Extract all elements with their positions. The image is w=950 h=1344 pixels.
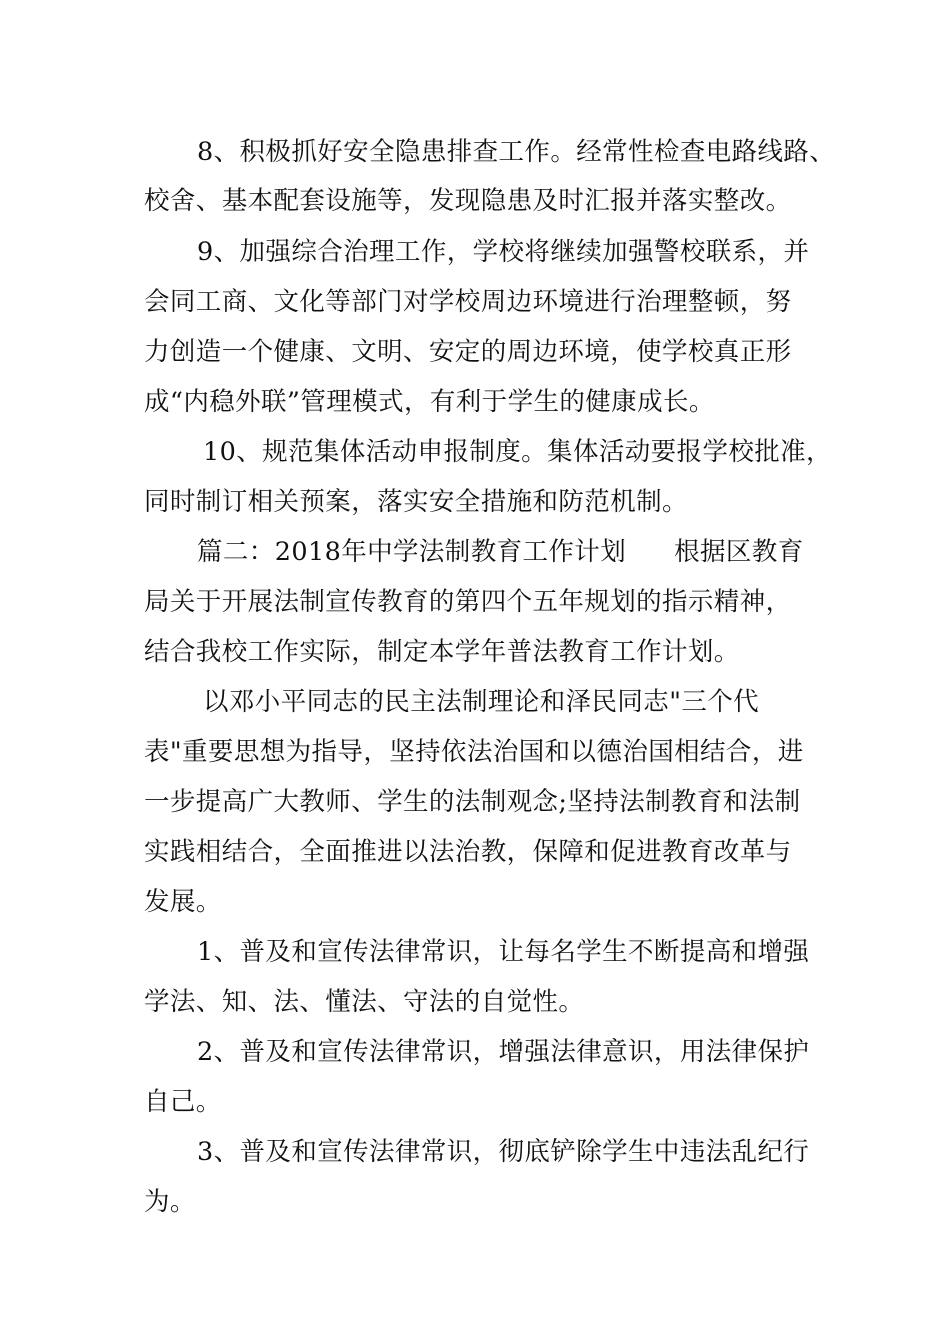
text-line: 实践相结合，全面推进以法治教，保障和促进教育改革与 <box>144 837 792 867</box>
text-line: 自己。 <box>144 1087 222 1117</box>
text-line: 校舍、基本配套设施等，发现隐患及时汇报并落实整改。 <box>144 186 792 216</box>
text-line: 8、积极抓好安全隐患排查工作。经常性检查电路线路、 <box>197 137 836 167</box>
text-line: 一步提高广大教师、学生的法制观念;坚持法制教育和法制 <box>144 787 801 817</box>
text-line: 局关于开展法制宣传教育的第四个五年规划的指示精神， <box>144 587 792 617</box>
text-line: 会同工商、文化等部门对学校周边环境进行治理整顿，努 <box>144 287 792 317</box>
text-line: 表"重要思想为指导，坚持依法治国和以德治国相结合，进 <box>144 737 804 767</box>
text-line: 1、普及和宣传法律常识，让每名学生不断提高和增强 <box>197 937 810 967</box>
text-line: 为。 <box>144 1187 196 1217</box>
text-line: 发展。 <box>144 887 222 917</box>
text-line: 3、普及和宣传法律常识，彻底铲除学生中违法乱纪行 <box>197 1137 810 1167</box>
text-line: 同时制订相关预案，落实安全措施和防范机制。 <box>144 487 688 517</box>
text-line: 力创造一个健康、文明、安定的周边环境，使学校真正形 <box>144 337 792 367</box>
text-line: 成“内稳外联”管理模式，有利于学生的健康成长。 <box>144 387 715 417</box>
text-line: 结合我校工作实际，制定本学年普法教育工作计划。 <box>144 637 740 667</box>
text-line-continuation: 根据区教育 <box>674 537 804 567</box>
section-title: 篇二：2018年中学法制教育工作计划 <box>197 537 627 567</box>
section-heading-line <box>197 536 877 568</box>
text-line: 学法、知、法、懂法、守法的自觉性。 <box>144 987 585 1017</box>
text-line: 9、加强综合治理工作，学校将继续加强警校联系，并 <box>197 237 810 267</box>
text-line: 10、规范集体活动申报制度。集体活动要报学校批准， <box>203 437 832 467</box>
text-line: 以邓小平同志的民主法制理论和泽民同志"三个代 <box>203 687 760 717</box>
text-line: 2、普及和宣传法律常识，增强法律意识，用法律保护 <box>197 1037 810 1067</box>
